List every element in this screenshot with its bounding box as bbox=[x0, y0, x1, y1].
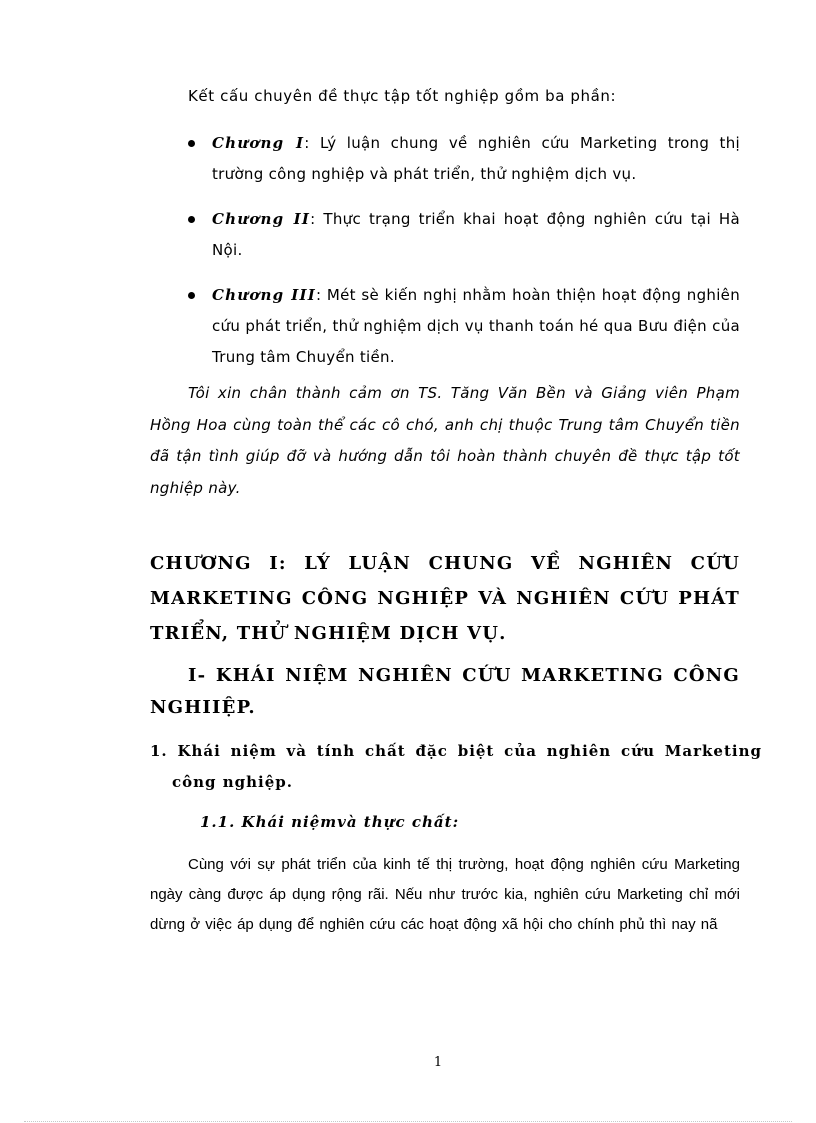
section-heading: I- KHÁI NIỆM NGHIÊN CỨU MARKETING CÔNG NGHIIỆP. bbox=[150, 665, 740, 718]
chapter-description: : Thực trạng triển khai hoạt động nghiên cứu tại Hà Nội. bbox=[212, 210, 740, 259]
chapter-name: Chương III bbox=[212, 286, 316, 304]
subsubsection-heading: 1.1. Khái niệmvà thực chất: bbox=[200, 813, 460, 831]
chapter-heading: CHƯƠNG I: LÝ LUẬN CHUNG VỀ NGHIÊN CỨU MARKETING CÔNG NGHIỆP VÀ NGHIÊN CỨU PHÁT TRIỂN, THỬ NGHIỆM DỊCH VỤ. bbox=[150, 553, 740, 644]
bullet-icon bbox=[188, 140, 195, 147]
acknowledgement-paragraph: Tôi xin chân thành cảm ơn TS. Tăng Văn Bền và Giảng viên Phạm Hồng Hoa cùng toàn thể các cô chó, anh chị thuộc Trung tâm Chuyển tiền đã tận tình giúp đỡ và hướng dẫn tôi hoàn thành chuyên đề thực tập tốt nghiệp này. bbox=[150, 384, 740, 497]
chapter-name: Chương I bbox=[212, 134, 305, 152]
chapter-list-item bbox=[188, 128, 740, 190]
body-paragraph: Cùng với sự phát triển của kinh tế thị trường, hoạt động nghiên cứu Marketing ngày càng được áp dụng rộng rãi. Nếu như trước kia, nghiên cứu Marketing chỉ mới dừng ở việc áp dụng để nghiên cứu các hoạt động xã hội cho chính phủ thì nay nã bbox=[150, 856, 740, 933]
intro-line: Kết cấu chuyên đề thực tập tốt nghiệp gồm ba phần: bbox=[188, 87, 617, 105]
bullet-icon bbox=[188, 292, 195, 299]
chapter-description: : Mét sè kiến nghị nhằm hoàn thiện hoạt động nghiên cứu phát triển, thử nghiệm dịch vụ thanh toán hé qua Bưu điện của Trung tâm Chuyển tiền. bbox=[212, 286, 741, 366]
chapter-description: : Lý luận chung về nghiên cứu Marketing trong thị trường công nghiệp và phát triển, thử nghiệm dịch vụ. bbox=[212, 134, 740, 183]
page-number: 1 bbox=[433, 1055, 443, 1070]
subsection-heading: 1. Khái niệm và tính chất đặc biệt của nghiên cứu Marketing công nghiệp. bbox=[150, 742, 762, 791]
chapter-list-item bbox=[188, 280, 740, 373]
chapter-list bbox=[188, 128, 740, 387]
chapter-list-item bbox=[188, 204, 740, 266]
page-bottom-divider bbox=[24, 1121, 792, 1122]
chapter-name: Chương II bbox=[212, 210, 311, 228]
bullet-icon bbox=[188, 216, 195, 223]
